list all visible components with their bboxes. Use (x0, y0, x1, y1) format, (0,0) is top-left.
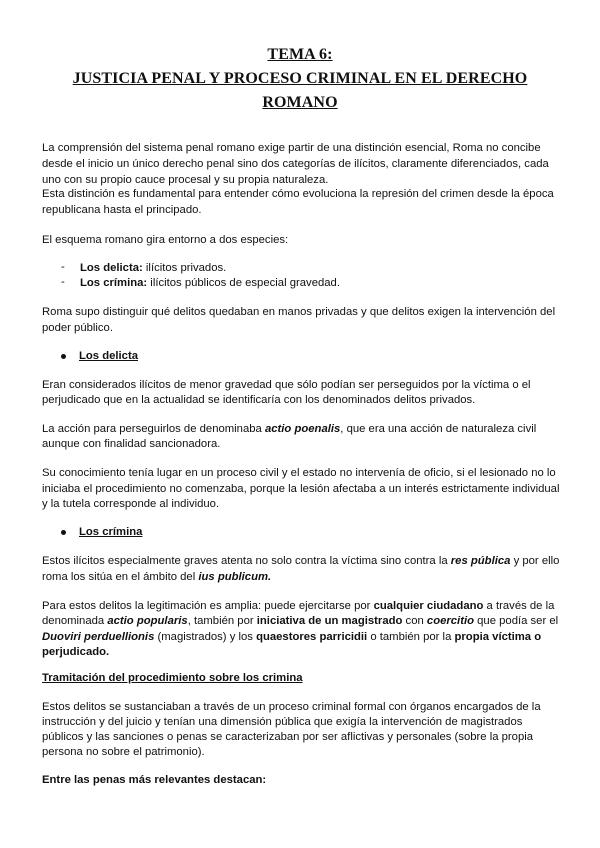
text-span: (magistrados) y los (154, 631, 257, 643)
term-res-publica: res pública (450, 555, 511, 567)
text-span: roma los sitúa en el ámbito del (42, 571, 199, 583)
list-item-crimina (80, 275, 560, 291)
crimina-line (42, 598, 562, 614)
text-span: o también por la (367, 631, 455, 643)
tramitacion-line: instrucción y del juicio y tenían una dimensión pública que exigía la intervención de magistrados (42, 716, 523, 728)
crimina-line (42, 569, 562, 585)
roma-line: poder público. (42, 322, 113, 334)
tramitacion-line: persona no sobre el patrimonio). (42, 746, 205, 758)
term-cualquier-ciudadano: cualquier ciudadano (373, 600, 484, 612)
text-span: Para estos delitos la legitimación es amplia: puede ejercitarse por (42, 600, 374, 612)
desc-crimina: ilícitos públicos de especial gravedad. (147, 277, 340, 289)
intro-line: republicana hasta el principado. (42, 204, 202, 216)
term-actio-poenalis: actio poenalis (264, 423, 341, 435)
text-span: La acción para perseguirlos de denominaba (42, 423, 265, 435)
title-line-1: TEMA 6: (267, 46, 333, 63)
list-item-delicta (80, 260, 560, 276)
crimina-line (42, 613, 562, 629)
term-crimina: Los crímina: (80, 277, 148, 289)
delicta-line: Eran considerados ilícitos de menor gravedad que sólo podían ser perseguidos por la víctima o el (42, 379, 531, 391)
heading-penas: Entre las penas más relevantes destacan: (42, 774, 267, 786)
delicta-line: perjudicado que en la actualidad se identificaría con los denominados delitos privados. (42, 394, 476, 406)
list-dash: - (61, 276, 65, 288)
crimina-line (42, 629, 562, 645)
bullet-dot (61, 354, 66, 359)
text-span: , también por (187, 615, 257, 627)
tramitacion-line: Estos delitos se sustanciaban a través de un proceso criminal formal con órganos encargados de la (42, 701, 541, 713)
species-intro: El esquema romano gira entorno a dos especies: (42, 234, 289, 246)
text-span: que podía ser el (474, 615, 559, 627)
heading-delicta: Los delicta (79, 350, 139, 362)
term-iniciativa: iniciativa de un magistrado (256, 615, 403, 627)
bullet-dot (61, 530, 66, 535)
delicta-line: aunque con finalidad sancionadora. (42, 438, 221, 450)
heading-crimina: Los crímina (79, 526, 143, 538)
term-delicta: Los delicta: (80, 262, 143, 274)
delicta-line (42, 421, 562, 437)
intro-line: desde el inicio un único derecho penal sino dos categorías de ilícitos, claramente diferenciados, cada (42, 158, 549, 170)
text-span: y por ello (510, 555, 560, 567)
term-ius-publicum: ius publicum. (198, 571, 272, 583)
desc-delicta: ilícitos privados. (142, 262, 227, 274)
crimina-line (42, 553, 562, 569)
text-span: Estos ilícitos especialmente graves atenta no solo contra la víctima sino contra la (42, 555, 451, 567)
term-propia-victima: propia víctima o (454, 631, 542, 643)
tramitacion-line: públicos y las sanciones o penas se caracterizaban por ser aflictivas y personales (sobre la propia (42, 731, 534, 743)
intro-line: uno con su propio cauce procesal y su propia naturaleza. (42, 174, 329, 186)
list-dash: - (61, 261, 65, 273)
title-line-2: JUSTICIA PENAL Y PROCESO CRIMINAL EN EL DERECHO (72, 70, 528, 87)
delicta-line: y la tutela corresponde al individuo. (42, 498, 220, 510)
term-quaestores: quaestores parricidii (256, 631, 368, 643)
text-span: a través de la (483, 600, 555, 612)
intro-line: Esta distinción es fundamental para entender cómo evoluciona la represión del crimen desde la época (42, 188, 554, 200)
intro-line: La comprensión del sistema penal romano exige partir de una distinción esencial, Roma no concibe (42, 142, 541, 154)
delicta-line: Su conocimiento tenía lugar en un proceso civil y el estado no intervenía de oficio, si el lesionado no lo (42, 467, 556, 479)
term-actio-popularis: actio popularis (107, 615, 188, 627)
text-span: con (402, 615, 427, 627)
text-span: denominada (42, 615, 108, 627)
crimina-line: perjudicado. (42, 646, 110, 658)
term-coercitio: coercitio (426, 615, 474, 627)
roma-line: Roma supo distinguir qué delitos quedaban en manos privadas y que delitos exigen la intervención del (42, 306, 556, 318)
delicta-line: iniciaba el procedimiento no comenzaba, porque la lesión afectaba a un interés estrictamente individual (42, 483, 560, 495)
term-duoviri: Duoviri perduellionis (42, 631, 155, 643)
text-span: , que era una acción de naturaleza civil (340, 423, 537, 435)
heading-tramitacion: Tramitación del procedimiento sobre los crimina (42, 672, 303, 684)
title-line-3: ROMANO (262, 94, 338, 111)
